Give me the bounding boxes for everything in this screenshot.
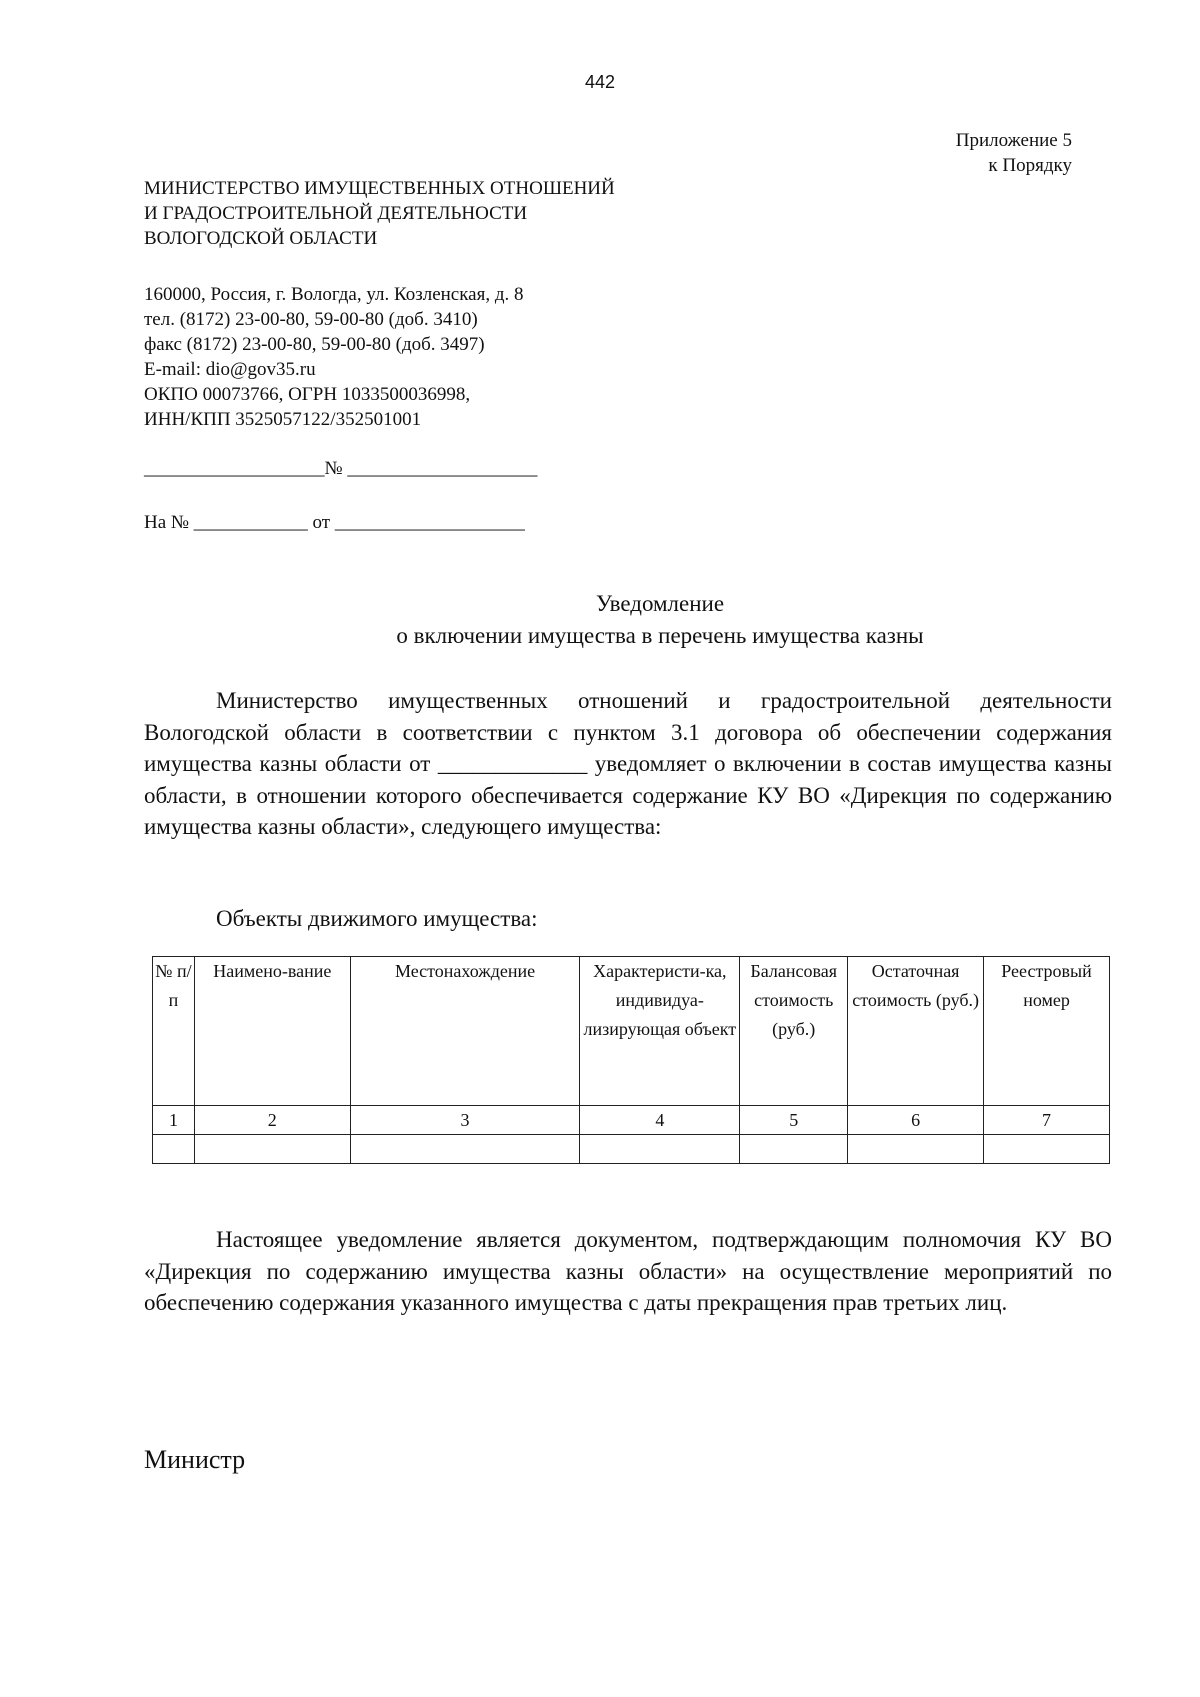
contact-fax: факс (8172) 23-00-80, 59-00-80 (доб. 3497) — [144, 334, 485, 355]
column-number-cell: 2 — [194, 1106, 350, 1135]
contact-email: E-mail: dio@gov35.ru — [144, 359, 316, 380]
appendix-note — [956, 128, 1072, 178]
header-cell: Балансовая стоимость (руб.) — [740, 957, 848, 1106]
property-table — [152, 956, 1110, 1164]
ministry-line-3: ВОЛОГОДСКОЙ ОБЛАСТИ — [144, 228, 378, 249]
document-title — [0, 588, 1200, 652]
notification-paragraph — [144, 685, 1112, 843]
header-cell: № п/п — [153, 957, 195, 1106]
contact-address: 160000, Россия, г. Вологда, ул. Козленская, д. 8 — [144, 284, 524, 305]
empty-cell — [350, 1135, 580, 1164]
header-cell: Местонахождение — [350, 957, 580, 1106]
title-line-1: Уведомление — [595, 591, 725, 616]
authority-paragraph-text: Настоящее уведомление является документом, подтверждающим полномочия КУ ВО «Дирекция по содержанию имущества казны области» на осуществление мероприятий по обеспечению содержания указанного имущества с даты прекращения прав третьих лиц. — [144, 1227, 1112, 1315]
empty-cell — [740, 1135, 848, 1164]
empty-cell — [194, 1135, 350, 1164]
column-number-cell: 7 — [984, 1106, 1110, 1135]
column-number-cell: 3 — [350, 1106, 580, 1135]
contact-okpo: ОКПО 00073766, ОГРН 1033500036998, — [144, 384, 471, 405]
authority-paragraph — [144, 1224, 1112, 1319]
table-empty-row — [153, 1135, 1110, 1164]
contact-phone: тел. (8172) 23-00-80, 59-00-80 (доб. 3410) — [144, 309, 478, 330]
registration-number-line: ___________________№ ____________________ — [144, 458, 538, 479]
ministry-line-2: И ГРАДОСТРОИТЕЛЬНОЙ ДЕЯТЕЛЬНОСТИ — [144, 203, 528, 224]
column-number-cell: 1 — [153, 1106, 195, 1135]
empty-cell — [153, 1135, 195, 1164]
appendix-line-1: Приложение 5 — [955, 130, 1072, 151]
table-header-row — [153, 957, 1110, 1106]
header-cell: Характеристи-ка, индивидуа-лизирующая объект — [580, 957, 740, 1106]
column-number-cell: 5 — [740, 1106, 848, 1135]
title-line-2: о включении имущества в перечень имущества казны — [396, 623, 924, 648]
reference-number-line: На № ____________ от ____________________ — [144, 512, 525, 533]
contact-inn: ИНН/КПП 3525057122/352501001 — [144, 409, 422, 430]
column-number-cell: 4 — [580, 1106, 740, 1135]
empty-cell — [984, 1135, 1110, 1164]
header-cell: Наимено-вание — [194, 957, 350, 1106]
notification-paragraph-text: Министерство имущественных отношений и градостроительной деятельности Вологодской области в соответствии с пунктом 3.1 договора об обеспечении содержания имущества казны области от _____________ уведомляет о включении в состав имущества казны области, в отношении которого обеспечивается содержание КУ ВО «Дирекция по содержанию имущества казны области», следующего имущества: — [144, 688, 1112, 839]
contact-block — [144, 282, 524, 432]
header-cell: Реестровый номер — [984, 957, 1110, 1106]
empty-cell — [580, 1135, 740, 1164]
signature-title: Министр — [144, 1445, 246, 1474]
column-number-cell: 6 — [848, 1106, 984, 1135]
appendix-line-2: к Порядку — [988, 155, 1072, 176]
empty-cell — [848, 1135, 984, 1164]
objects-label: Объекты движимого имущества: — [216, 906, 538, 931]
table-column-numbers-row — [153, 1106, 1110, 1135]
page-number: 442 — [584, 72, 616, 92]
header-cell: Остаточная стоимость (руб.) — [848, 957, 984, 1106]
ministry-line-1: МИНИСТЕРСТВО ИМУЩЕСТВЕННЫХ ОТНОШЕНИЙ — [144, 178, 615, 199]
ministry-header — [144, 176, 615, 251]
